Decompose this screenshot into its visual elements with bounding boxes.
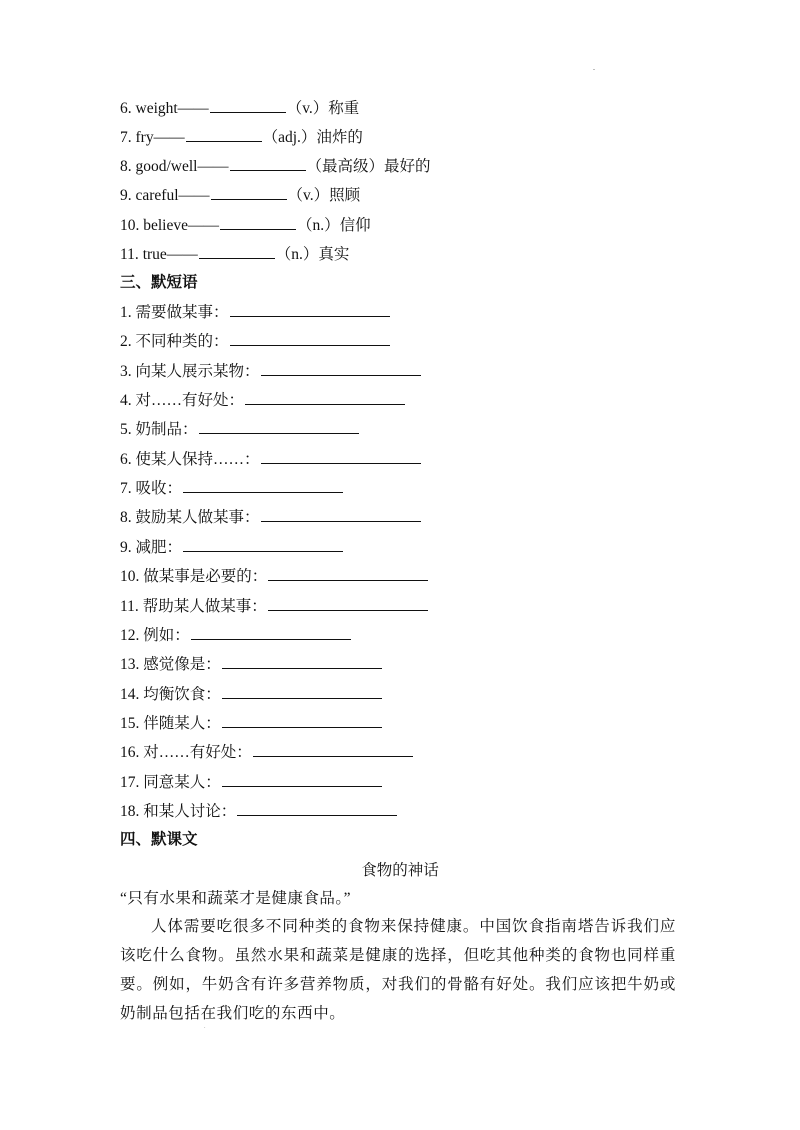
phrase-item bbox=[120, 360, 422, 383]
vocab-item bbox=[120, 243, 349, 266]
item-number: 7. bbox=[120, 129, 132, 146]
phrase-prompt: 做某事是必要的： bbox=[143, 568, 268, 586]
answer-blank[interactable] bbox=[222, 683, 382, 699]
item-number: 17. bbox=[120, 773, 140, 791]
phrase-prompt: 需要做某事： bbox=[135, 304, 229, 321]
vocab-item bbox=[120, 97, 359, 120]
answer-blank[interactable] bbox=[186, 126, 262, 142]
phrase-prompt: 均衡饮食： bbox=[143, 685, 221, 703]
vocab-word: fry—— bbox=[135, 129, 185, 146]
answer-blank[interactable] bbox=[183, 477, 343, 493]
item-number: 5. bbox=[120, 421, 132, 439]
item-number: 10. bbox=[120, 217, 140, 234]
phrase-prompt: 鼓励某人做某事： bbox=[135, 509, 260, 527]
item-number: 14. bbox=[120, 685, 140, 703]
answer-blank[interactable] bbox=[261, 360, 421, 376]
item-number: 13. bbox=[120, 656, 140, 674]
vocab-hint: （n.）信仰 bbox=[297, 217, 371, 234]
item-number: 11. bbox=[120, 246, 139, 263]
phrase-prompt: 同意某人： bbox=[143, 773, 221, 791]
answer-blank[interactable] bbox=[222, 771, 382, 787]
vocab-hint: （n.）真实 bbox=[275, 246, 350, 263]
vocab-word: good/well—— bbox=[135, 158, 229, 175]
vocab-hint: （最高级）最好的 bbox=[306, 158, 431, 175]
passage-title: 食物的神话 bbox=[361, 862, 439, 879]
item-number: 8. bbox=[120, 509, 132, 527]
passage-paragraph: 人体需要吃很多不同种类的食物来保持健康。中国饮食指南塔告诉我们应该吃什么食物。虽然水果和蔬菜是健康的选择，但吃其他种类的食物也同样重要。例如，牛奶含有许多营养物质，对我们的骨骼有好处。我们应该把牛奶或奶制品包括在我们吃的东西中。 bbox=[120, 918, 676, 1022]
vocab-word: believe—— bbox=[143, 217, 220, 234]
item-number: 8. bbox=[120, 158, 132, 175]
phrase-item bbox=[120, 741, 414, 764]
vocab-item bbox=[120, 184, 360, 207]
phrase-item bbox=[120, 595, 429, 618]
passage-quote: “只有水果和蔬菜才是健康食品。” bbox=[120, 890, 352, 907]
answer-blank[interactable] bbox=[222, 653, 382, 669]
phrase-item bbox=[120, 624, 352, 647]
answer-blank[interactable] bbox=[253, 741, 413, 757]
item-number: 9. bbox=[120, 187, 132, 204]
answer-blank[interactable] bbox=[230, 330, 390, 346]
answer-blank[interactable] bbox=[199, 418, 359, 434]
item-number: 1. bbox=[120, 304, 132, 321]
page-mark: . bbox=[593, 63, 595, 72]
phrase-item bbox=[120, 330, 391, 353]
phrase-prompt: 帮助某人做某事： bbox=[142, 597, 267, 615]
phrase-item bbox=[120, 800, 398, 823]
phrase-prompt: 使某人保持……： bbox=[135, 450, 260, 468]
section-3-heading: 三、默短语 bbox=[120, 274, 198, 291]
item-number: 18. bbox=[120, 802, 140, 820]
phrase-prompt: 奶制品： bbox=[135, 421, 198, 439]
item-number: 3. bbox=[120, 362, 132, 380]
vocab-hint: （adj.）油炸的 bbox=[262, 129, 363, 146]
answer-blank[interactable] bbox=[237, 800, 397, 816]
answer-blank[interactable] bbox=[220, 214, 296, 230]
phrase-item bbox=[120, 653, 383, 676]
phrase-item bbox=[120, 448, 422, 471]
item-number: 10. bbox=[120, 568, 140, 586]
vocab-item bbox=[120, 214, 371, 237]
vocab-word: weight—— bbox=[135, 100, 209, 117]
answer-blank[interactable] bbox=[183, 536, 343, 552]
phrase-prompt: 减肥： bbox=[135, 538, 183, 556]
phrase-prompt: 吸收： bbox=[135, 480, 183, 498]
phrase-item bbox=[120, 536, 344, 559]
phrase-prompt: 伴随某人： bbox=[143, 714, 221, 732]
phrase-item bbox=[120, 418, 360, 441]
vocab-hint: （v.）称重 bbox=[286, 100, 360, 117]
phrase-item bbox=[120, 683, 383, 706]
answer-blank[interactable] bbox=[211, 184, 287, 200]
phrase-prompt: 向某人展示某物： bbox=[135, 362, 260, 380]
item-number: 15. bbox=[120, 714, 140, 732]
answer-blank[interactable] bbox=[210, 97, 286, 113]
phrase-prompt: 例如： bbox=[143, 626, 190, 644]
phrase-item bbox=[120, 506, 422, 529]
phrase-prompt: 不同种类的： bbox=[135, 333, 229, 351]
phrase-item bbox=[120, 477, 344, 500]
section-4-heading: 四、默课文 bbox=[120, 831, 198, 848]
phrase-item bbox=[120, 389, 406, 412]
answer-blank[interactable] bbox=[261, 506, 421, 522]
answer-blank[interactable] bbox=[268, 595, 428, 611]
phrase-prompt: 对……有好处： bbox=[143, 744, 252, 762]
item-number: 7. bbox=[120, 480, 132, 498]
phrase-item bbox=[120, 712, 383, 735]
phrase-item bbox=[120, 771, 383, 794]
phrase-item bbox=[120, 301, 391, 324]
answer-blank[interactable] bbox=[230, 155, 306, 171]
item-number: 2. bbox=[120, 333, 132, 351]
answer-blank[interactable] bbox=[261, 448, 421, 464]
answer-blank[interactable] bbox=[268, 565, 428, 581]
vocab-item bbox=[120, 155, 431, 178]
item-number: 4. bbox=[120, 392, 132, 410]
vocab-word: careful—— bbox=[135, 187, 210, 204]
answer-blank[interactable] bbox=[199, 243, 275, 259]
item-number: 9. bbox=[120, 538, 132, 556]
answer-blank[interactable] bbox=[230, 301, 390, 317]
item-number: 16. bbox=[120, 744, 140, 762]
vocab-item bbox=[120, 126, 363, 149]
item-number: 6. bbox=[120, 450, 132, 468]
vocab-hint: （v.）照顾 bbox=[287, 187, 361, 204]
phrase-prompt: 和某人讨论： bbox=[143, 802, 237, 820]
phrase-item bbox=[120, 565, 429, 588]
answer-blank[interactable] bbox=[245, 389, 405, 405]
answer-blank[interactable] bbox=[222, 712, 382, 728]
phrase-prompt: 对……有好处： bbox=[135, 392, 245, 410]
item-number: 11. bbox=[120, 597, 139, 615]
phrase-prompt: 感觉像是： bbox=[143, 656, 221, 674]
answer-blank[interactable] bbox=[191, 624, 351, 640]
item-number: 6. bbox=[120, 100, 132, 117]
item-number: 12. bbox=[120, 626, 140, 644]
vocab-word: true—— bbox=[142, 246, 198, 263]
footer-mark: . bbox=[204, 1024, 206, 1030]
